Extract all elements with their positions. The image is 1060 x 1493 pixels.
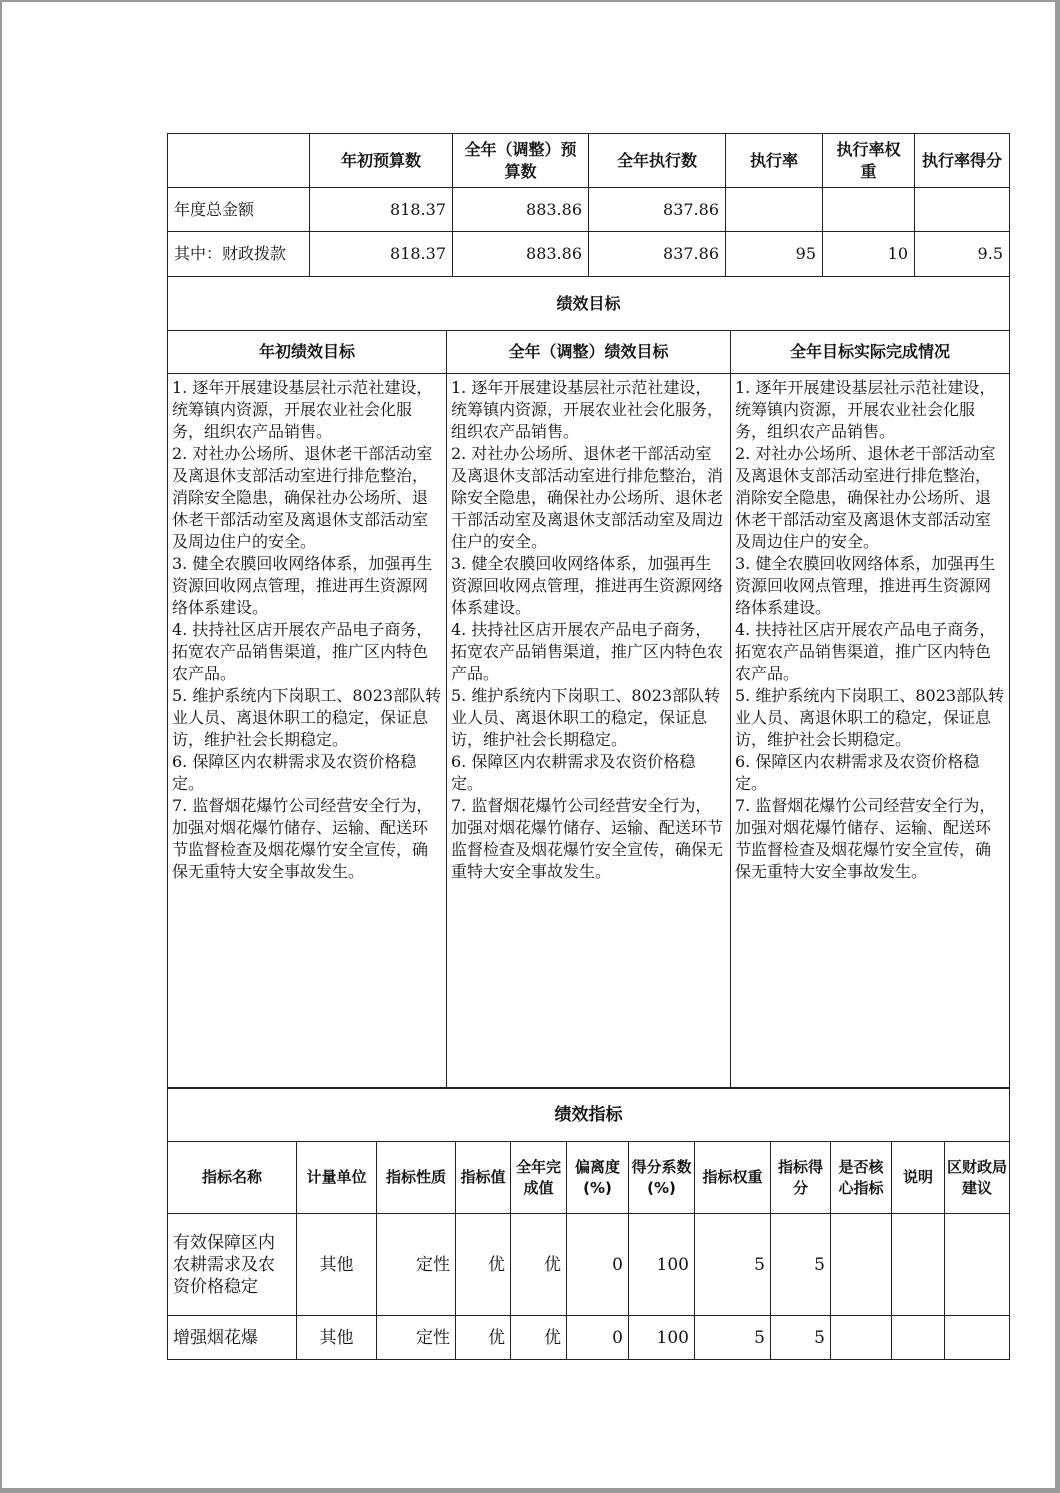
goal-item: 3. 健全农膜回收网络体系，加强再生资源回收网点管理，推进再生资源网络体系建设。 (451, 554, 724, 617)
goal-item: 3. 健全农膜回收网络体系，加强再生资源回收网点管理，推进再生资源网络体系建设。 (735, 554, 996, 617)
ind-unit: 其他 (297, 1316, 377, 1360)
goals-header-actual: 全年目标实际完成情况 (731, 331, 1010, 374)
goals-adjusted-cell (447, 374, 731, 1089)
goal-item: 5. 维护系统内下岗职工、8023部队转业人员、离退休职工的稳定，保证息访，维护社会长期稳定。 (172, 686, 442, 749)
budget-header-initial: 年初预算数 (310, 134, 453, 188)
ind-deviation: 0 (567, 1214, 629, 1316)
ind-header-actual: 全年完成值 (511, 1142, 567, 1214)
goals-header-initial: 年初绩效目标 (168, 331, 447, 374)
budget-adjusted: 883.86 (453, 188, 589, 232)
goals-actual-cell (731, 374, 1010, 1089)
ind-header-nature: 指标性质 (377, 1142, 456, 1214)
goal-item: 6. 保障区内农耕需求及农资价格稳定。 (172, 752, 417, 793)
budget-initial: 818.37 (310, 232, 453, 277)
ind-core (831, 1316, 892, 1360)
budget-header-executed: 全年执行数 (589, 134, 726, 188)
goal-item: 5. 维护系统内下岗职工、8023部队转业人员、离退休职工的稳定，保证息访，维护社会长期稳定。 (735, 686, 1005, 749)
goal-item: 3. 健全农膜回收网络体系，加强再生资源回收网点管理，推进再生资源网络体系建设。 (172, 554, 433, 617)
ind-header-core: 是否核心指标 (831, 1142, 892, 1214)
goal-item: 5. 维护系统内下岗职工、8023部队转业人员、离退休职工的稳定，保证息访，维护社会长期稳定。 (451, 686, 721, 749)
goals-section-row (168, 277, 1010, 331)
budget-executed: 837.86 (589, 188, 726, 232)
ind-deviation: 0 (567, 1316, 629, 1360)
ind-actual: 优 (511, 1316, 567, 1360)
goal-item: 1. 逐年开展建设基层社示范社建设，统筹镇内资源，开展农业社会化服务，组织农产品销售。 (735, 378, 996, 441)
budget-header-adjusted: 全年（调整）预算数 (453, 134, 589, 188)
ind-header-score: 指标得分 (771, 1142, 831, 1214)
indicators-table (167, 1087, 1010, 1360)
ind-header-note: 说明 (892, 1142, 945, 1214)
ind-value: 优 (456, 1214, 511, 1316)
goals-section-title: 绩效目标 (168, 277, 1010, 331)
ind-note (892, 1214, 945, 1316)
budget-label: 年度总金额 (168, 188, 310, 232)
goals-initial-cell (168, 374, 447, 1089)
ind-advice (945, 1316, 1010, 1360)
goal-item: 2. 对社办公场所、退休老干部活动室及离退休支部活动室进行排危整治，消除安全隐患，确保社办公场所、退休老干部活动室及离退休支部活动室及周边住户的安全。 (735, 444, 996, 551)
budget-row-fiscal (168, 232, 1010, 277)
ind-header-deviation: 偏离度(%) (567, 1142, 629, 1214)
budget-table (167, 133, 1010, 277)
indicators-section-title: 绩效指标 (168, 1088, 1010, 1142)
budget-adjusted: 883.86 (453, 232, 589, 277)
budget-header-rate: 执行率 (726, 134, 823, 188)
ind-weight: 5 (695, 1316, 771, 1360)
document-page (2, 2, 1055, 1488)
goals-body-row (168, 374, 1010, 1089)
ind-core (831, 1214, 892, 1316)
budget-row-total (168, 188, 1010, 232)
budget-initial: 818.37 (310, 188, 453, 232)
ind-score: 5 (771, 1214, 831, 1316)
ind-value: 优 (456, 1316, 511, 1360)
ind-nature: 定性 (377, 1214, 456, 1316)
goal-item: 4. 扶持社区店开展农产品电子商务，拓宽农产品销售渠道，推广区内特色农产品。 (451, 620, 724, 683)
goal-item: 4. 扶持社区店开展农产品电子商务，拓宽农产品销售渠道，推广区内特色农产品。 (172, 620, 433, 683)
budget-header-score: 执行率得分 (915, 134, 1010, 188)
ind-header-coef: 得分系数(%) (629, 1142, 695, 1214)
ind-name: 增强烟花爆 (168, 1316, 297, 1360)
budget-executed: 837.86 (589, 232, 726, 277)
ind-header-weight: 指标权重 (695, 1142, 771, 1214)
ind-coef: 100 (629, 1214, 695, 1316)
ind-coef: 100 (629, 1316, 695, 1360)
goal-item: 7. 监督烟花爆竹公司经营安全行为，加强对烟花爆竹储存、运输、配送环节监督检查及烟花爆竹安全宣传，确保无重特大安全事故发生。 (172, 796, 433, 881)
goal-item: 7. 监督烟花爆竹公司经营安全行为，加强对烟花爆竹储存、运输、配送环节监督检查及烟花爆竹安全宣传，确保无重特大安全事故发生。 (735, 796, 996, 881)
ind-name: 有效保障区内农耕需求及农资价格稳定 (168, 1214, 297, 1316)
goals-header-row (168, 331, 1010, 374)
budget-header-blank (168, 134, 310, 188)
budget-header-weight: 执行率权重 (823, 134, 915, 188)
goals-header-adjusted: 全年（调整）绩效目标 (447, 331, 731, 374)
budget-score (915, 188, 1010, 232)
goal-item: 4. 扶持社区店开展农产品电子商务，拓宽农产品销售渠道，推广区内特色农产品。 (735, 620, 996, 683)
goals-table (167, 276, 1010, 1089)
ind-unit: 其他 (297, 1214, 377, 1316)
ind-advice (945, 1214, 1010, 1316)
budget-rate (726, 188, 823, 232)
ind-weight: 5 (695, 1214, 771, 1316)
ind-actual: 优 (511, 1214, 567, 1316)
budget-score: 9.5 (915, 232, 1010, 277)
goal-item: 7. 监督烟花爆竹公司经营安全行为，加强对烟花爆竹储存、运输、配送环节监督检查及烟花爆竹安全宣传，确保无重特大安全事故发生。 (451, 796, 724, 881)
goal-item: 2. 对社办公场所、退休老干部活动室及离退休支部活动室进行排危整治，消除安全隐患，确保社办公场所、退休老干部活动室及离退休支部活动室及周边住户的安全。 (172, 444, 433, 551)
goal-item: 2. 对社办公场所、退休老干部活动室及离退休支部活动室进行排危整治，消除安全隐患，确保社办公场所、退休老干部活动室及离退休支部活动室及周边住户的安全。 (451, 444, 724, 551)
ind-header-advice: 区财政局建议 (945, 1142, 1010, 1214)
indicator-row (168, 1214, 1010, 1316)
indicators-section-row (168, 1088, 1010, 1142)
budget-label: 其中：财政拨款 (168, 232, 310, 277)
ind-note (892, 1316, 945, 1360)
indicators-header-row (168, 1142, 1010, 1214)
budget-weight (823, 188, 915, 232)
goal-item: 1. 逐年开展建设基层社示范社建设，统筹镇内资源，开展农业社会化服务，组织农产品销售。 (451, 378, 724, 441)
goal-item: 6. 保障区内农耕需求及农资价格稳定。 (451, 752, 696, 793)
ind-header-name: 指标名称 (168, 1142, 297, 1214)
budget-weight: 10 (823, 232, 915, 277)
indicator-row (168, 1316, 1010, 1360)
goal-item: 6. 保障区内农耕需求及农资价格稳定。 (735, 752, 980, 793)
ind-nature: 定性 (377, 1316, 456, 1360)
goal-item: 1. 逐年开展建设基层社示范社建设，统筹镇内资源，开展农业社会化服务，组织农产品销售。 (172, 378, 433, 441)
budget-rate: 95 (726, 232, 823, 277)
ind-header-unit: 计量单位 (297, 1142, 377, 1214)
ind-score: 5 (771, 1316, 831, 1360)
budget-header-row (168, 134, 1010, 188)
ind-header-value: 指标值 (456, 1142, 511, 1214)
